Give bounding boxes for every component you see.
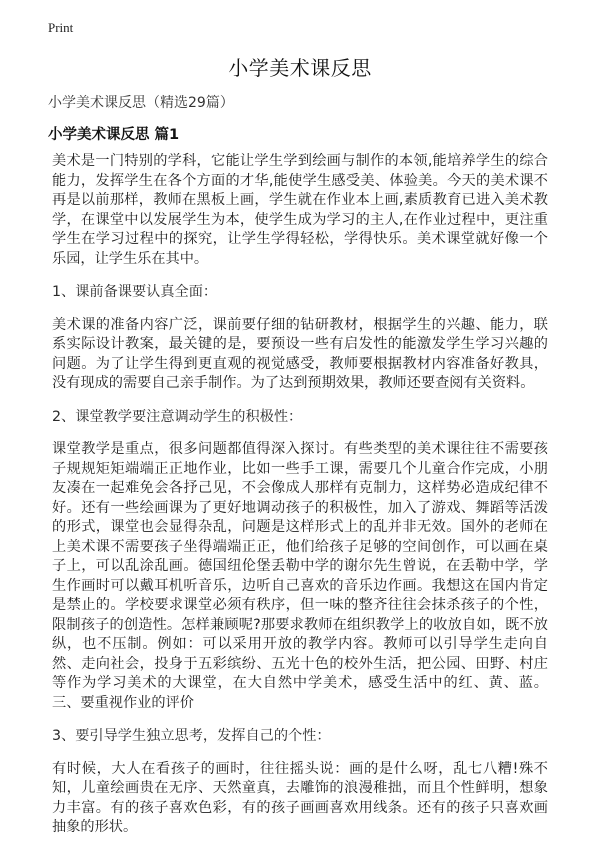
section-heading: 小学美术课反思 篇1 bbox=[48, 127, 180, 143]
paragraph-individuality: 有时候，大人在看孩子的画时，往往摇头说：画的是什么呀，乱七八糟!殊不知，儿童绘画贵在无序、天然童真，去雕饰的浪漫稚拙，而且个性鲜明，想象力丰富。有的孩子喜欢色彩，有的孩子画画喜欢用线条。还有的孩子只喜欢画抽象的形状。 bbox=[52, 760, 548, 835]
document-body bbox=[52, 152, 548, 852]
page-title: 小学美术课反思 bbox=[228, 56, 372, 80]
list-item-heading-3: 3、要引导学生独立思考，发挥自己的个性： bbox=[52, 728, 331, 744]
paragraph-preparation: 美术课的准备内容广泛，课前要仔细的钻研教材，根据学生的兴趣、能力，联系实际设计教案，最关键的是，要预设一些有启发性的能激发学生学习兴趣的问题。为了让学生得到更直观的视觉感受，教师要根据教材内容准备好教具，没有现成的需要自己亲手制作。为了达到预期效果，教师还要查阅有关资料。 bbox=[52, 316, 548, 391]
paragraph-classroom: 课堂教学是重点，很多问题都值得深入探讨。有些类型的美术课往往不需要孩子规规矩矩端端正正地作业，比如一些手工课，需要几个儿童合作完成，小朋友凑在一起难免会各抒己见，不会像成人那样有克制力，这样势必造成纪律不好。还有一些绘画课为了更好地调动孩子的积极性，加入了游戏、舞蹈等活泼的形式，课堂也会显得杂乱，问题是这样形式上的乱并非无效。国外的老师在上美术课不需要孩子坐得端端正正，他们给孩子足够的空间创作，可以画在桌子上，可以乱涂乱画。德国纽伦堡丢勒中学的谢尔先生曾说，在丢勒中学，学生作画时可以戴耳机听音乐，边听自己喜欢的音乐边作画。我想这在国内肯定是禁止的。学校要求课堂必须有秩序，但一味的整齐往往会抹杀孩子的个性，限制孩子的创造性。怎样兼顾呢?那要求教师在组织教学上的收放自如，既不放纵，也不压制。例如：可以采用开放的教学内容。教师可以引导学生走向自然、走向社会，投身于五彩缤纷、五光十色的校外生活，把公园、田野、村庄等作为学习美术的大课堂，在大自然中学美术，感受生活中的红、黄、蓝。三、要重视作业的评价 bbox=[52, 441, 548, 711]
print-label: Print bbox=[48, 20, 74, 35]
paragraph-intro: 美术是一门特别的学科，它能让学生学到绘画与制作的本领,能培养学生的综合能力，发挥学生在各个方面的才华,能使学生感受美、体验美。今天的美术课不再是以前那样，教师在黑板上画，学生就在作业本上画,素质教育已进入美术教学，在课堂中以发展学生为本，使学生成为学习的主人,在作业过程中，更注重学生在学习过程中的探究，让学生学得轻松，学得快乐。美术课堂就好像一个乐园，让学生乐在其中。 bbox=[52, 153, 548, 267]
list-item-heading-2: 2、课堂教学要注意调动学生的积极性： bbox=[52, 408, 303, 425]
list-item-heading-1: 1、课前备课要认真全面： bbox=[52, 284, 218, 300]
document-subtitle: 小学美术课反思（精选29篇） bbox=[48, 95, 234, 111]
